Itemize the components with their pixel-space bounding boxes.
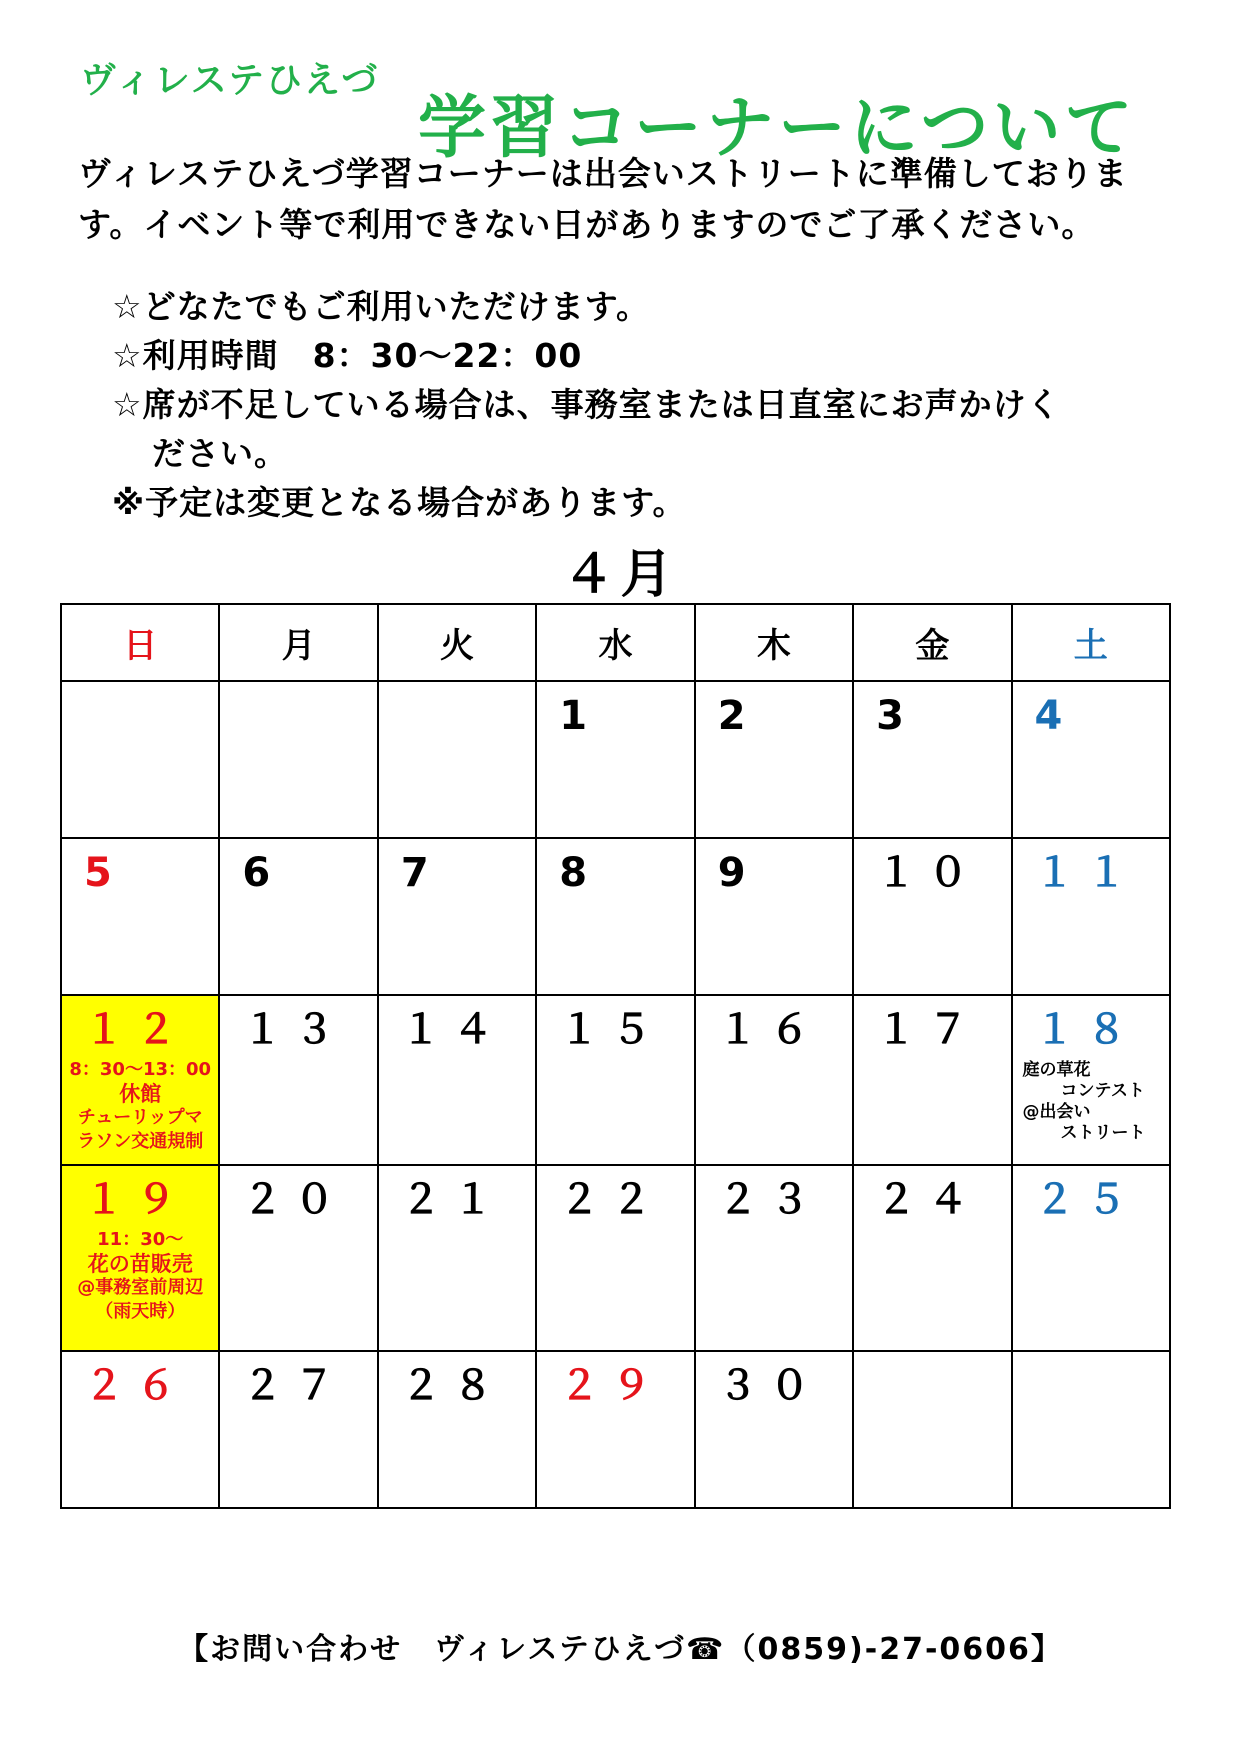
note-seats: ☆席が不足している場合は、事務室または日直室にお声かけく bbox=[112, 385, 1061, 424]
day-number: ２６ bbox=[84, 1363, 188, 1409]
event-line: 花の苗販売 bbox=[87, 1252, 193, 1276]
event-closure bbox=[62, 1058, 218, 1154]
day-cell bbox=[695, 1165, 853, 1351]
day-cell bbox=[1012, 1165, 1170, 1351]
day-number: ２７ bbox=[242, 1363, 347, 1409]
day-cell bbox=[695, 1351, 853, 1508]
day-cell bbox=[536, 995, 694, 1165]
day-cell-highlight bbox=[61, 995, 219, 1165]
day-number: １３ bbox=[242, 1007, 347, 1053]
day-cell bbox=[61, 1351, 219, 1508]
day-cell bbox=[536, 1351, 694, 1508]
day-cell bbox=[219, 838, 377, 995]
day-cell bbox=[536, 1165, 694, 1351]
day-cell bbox=[1012, 838, 1170, 995]
day-cell bbox=[378, 995, 536, 1165]
day-number: ２０ bbox=[242, 1177, 347, 1223]
facility-subtitle: ヴィレステひえづ bbox=[80, 60, 380, 101]
day-number bbox=[854, 1352, 1010, 1364]
day-cell bbox=[853, 1351, 1011, 1508]
day-number: １４ bbox=[400, 1007, 505, 1053]
note-hours: ☆利用時間 8：30～22：00 bbox=[112, 336, 583, 375]
intro-text: ヴィレステひえづ学習コーナーは出会いストリートに準備しております。イベント等で利用できない日がありますのでご了承ください。 bbox=[78, 154, 1128, 244]
event-line: ラソン交通規制 bbox=[77, 1131, 204, 1152]
day-number: １１ bbox=[1034, 850, 1139, 896]
event-line: チューリップマ bbox=[77, 1107, 203, 1128]
day-cell bbox=[378, 1165, 536, 1351]
day-number: 8 bbox=[559, 850, 600, 896]
event-line: 11：30～ bbox=[97, 1229, 184, 1250]
day-cell bbox=[695, 681, 853, 838]
weekday-fri: 金 bbox=[853, 604, 1011, 681]
week-row bbox=[61, 838, 1170, 995]
day-cell bbox=[853, 681, 1011, 838]
day-cell bbox=[536, 681, 694, 838]
day-number: ２２ bbox=[559, 1177, 664, 1223]
day-number: １５ bbox=[559, 1007, 664, 1053]
week-row bbox=[61, 995, 1170, 1165]
event-line: @出会い bbox=[1022, 1102, 1091, 1122]
day-cell bbox=[378, 838, 536, 995]
day-number-holiday: ２９ bbox=[559, 1363, 664, 1409]
weekday-wed: 水 bbox=[536, 604, 694, 681]
day-number: ２３ bbox=[717, 1177, 822, 1223]
day-number: １０ bbox=[876, 850, 981, 896]
day-number: １２ bbox=[84, 1007, 188, 1053]
weekday-mon: 月 bbox=[219, 604, 377, 681]
day-cell bbox=[853, 995, 1011, 1165]
day-cell bbox=[1012, 1351, 1170, 1508]
event-line: コンテスト bbox=[1060, 1081, 1145, 1101]
day-cell bbox=[61, 838, 219, 995]
weekday-tue: 火 bbox=[378, 604, 536, 681]
event-line: ストリート bbox=[1060, 1123, 1146, 1143]
day-cell bbox=[853, 838, 1011, 995]
day-number: ２５ bbox=[1034, 1177, 1139, 1223]
month-heading: ４月 bbox=[562, 545, 679, 605]
day-number bbox=[220, 682, 376, 694]
week-row bbox=[61, 1165, 1170, 1351]
day-number: 9 bbox=[717, 850, 758, 896]
note-anyone: ☆どなたでもご利用いただけます。 bbox=[112, 287, 650, 326]
week-row bbox=[61, 681, 1170, 838]
day-number: １６ bbox=[717, 1007, 822, 1053]
day-number: １７ bbox=[876, 1007, 981, 1053]
day-cell bbox=[61, 681, 219, 838]
day-number: 1 bbox=[559, 693, 600, 739]
event-line: 庭の草花 bbox=[1022, 1060, 1091, 1080]
day-number: 3 bbox=[876, 693, 916, 739]
day-cell bbox=[695, 995, 853, 1165]
day-cell bbox=[1012, 995, 1170, 1165]
day-cell bbox=[695, 838, 853, 995]
day-number: 2 bbox=[717, 693, 758, 739]
day-cell-highlight bbox=[61, 1165, 219, 1351]
day-number: １９ bbox=[84, 1177, 188, 1223]
day-number: 6 bbox=[242, 850, 283, 896]
day-cell bbox=[378, 681, 536, 838]
day-number: ２８ bbox=[400, 1363, 505, 1409]
day-cell bbox=[219, 681, 377, 838]
day-cell bbox=[219, 1165, 377, 1351]
day-number: １８ bbox=[1034, 1007, 1139, 1053]
weekday-sun: 日 bbox=[61, 604, 219, 681]
day-cell bbox=[219, 1351, 377, 1508]
day-cell bbox=[536, 838, 694, 995]
contact-footer: 【お問い合わせ ヴィレステひえづ☎（0859)-27-0606】 bbox=[178, 1632, 1063, 1667]
day-number: ２４ bbox=[876, 1177, 981, 1223]
day-cell bbox=[1012, 681, 1170, 838]
week-row bbox=[61, 1351, 1170, 1508]
day-number bbox=[1013, 1352, 1169, 1364]
event-line: 休館 bbox=[119, 1082, 162, 1106]
day-number: ３０ bbox=[717, 1363, 822, 1409]
event-line: （雨天時） bbox=[95, 1301, 186, 1322]
event-line: 8：30～13：00 bbox=[69, 1059, 212, 1080]
day-number: 5 bbox=[84, 850, 124, 896]
day-number bbox=[379, 682, 535, 694]
page-title: 学習コーナーについて bbox=[418, 89, 1137, 168]
notes-list bbox=[112, 282, 1172, 527]
day-number: 4 bbox=[1034, 693, 1075, 739]
calendar-table bbox=[60, 603, 1171, 1509]
day-cell bbox=[378, 1351, 536, 1508]
day-number: 7 bbox=[400, 850, 441, 896]
day-number: ２１ bbox=[400, 1177, 505, 1223]
event-garden-contest bbox=[1013, 1052, 1169, 1144]
note-schedule-change: ※予定は変更となる場合があります。 bbox=[112, 483, 687, 522]
day-cell bbox=[853, 1165, 1011, 1351]
day-number bbox=[62, 682, 218, 694]
event-line: @事務室前周辺 bbox=[77, 1277, 204, 1298]
day-cell bbox=[219, 995, 377, 1165]
event-seedling-sale bbox=[62, 1228, 218, 1324]
weekday-sat: 土 bbox=[1012, 604, 1170, 681]
weekday-thu: 木 bbox=[695, 604, 853, 681]
weekday-header-row bbox=[61, 604, 1170, 681]
note-seats-cont: ださい。 bbox=[152, 434, 288, 473]
